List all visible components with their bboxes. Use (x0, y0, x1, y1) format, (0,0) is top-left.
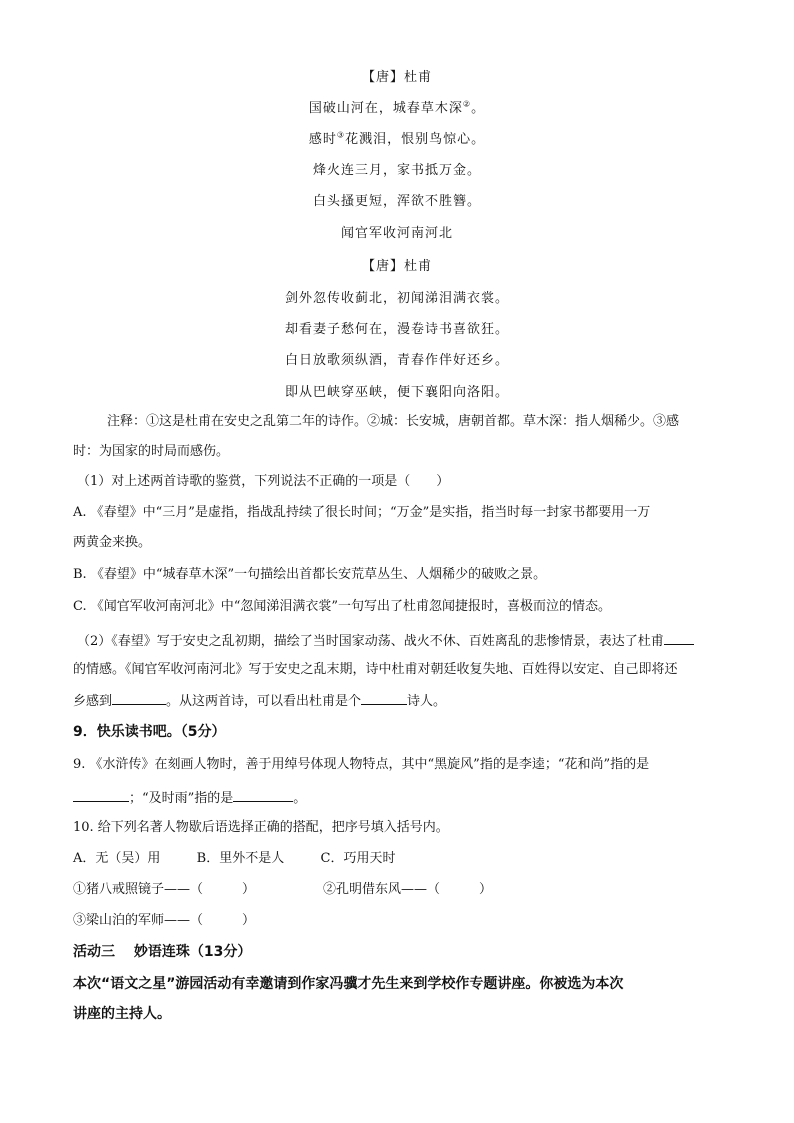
q10-options (73, 849, 723, 869)
activity-line-2: 讲座的主持人。 (73, 1006, 171, 1022)
q2-line-3: 乡感到 。从这两首诗，可以看出杜甫是个 诗人。 (73, 690, 723, 712)
activity-heading: 活动三 妙语连珠（13分） (73, 944, 252, 960)
poem1-line-2: 感时③花溅泪，恨别鸟惊心。 (308, 130, 486, 147)
section-9-line-1: 9. 《水浒传》在刻画人物时，善于用绰号体现人物特点，其中“黑旋风”指的是李逵；“花和尚”指的是 (73, 757, 650, 772)
poem2-line-1: 剑外忽传收蓟北，初闻涕泪满衣裳。 (284, 291, 509, 306)
poem2-title: 闻官军收河南河北 (340, 226, 453, 241)
q10-option-c: C．巧用天时 (320, 851, 396, 866)
section-9-line-2: ；“及时雨”指的是 。 (73, 787, 723, 809)
poem1-author: 【唐】杜甫 (361, 70, 432, 85)
q10-item-2: ②孔明借东风——（ ） (323, 882, 493, 897)
q10-item-3: ③梁山泊的军师——（ ） (73, 913, 256, 928)
q1-option-b: B. 《春望》中“城春草木深”一句描绘出首都长安荒草丛生、人烟稀少的破败之景。 (73, 567, 547, 582)
poem2-line-4: 即从巴峡穿巫峡，便下襄阳向洛阳。 (284, 385, 509, 400)
poem1-line-4: 白头搔更短，浑欲不胜簪。 (312, 194, 481, 209)
notes-line-2: 时：为国家的时局而感伤。 (73, 444, 230, 459)
section-9-heading: 9．快乐读书吧。（5分） (73, 724, 226, 740)
blank-input[interactable] (664, 630, 694, 645)
poem1-line-3: 烽火连三月，家书抵万金。 (312, 163, 481, 178)
q2-line-1: （2）《春望》写于安史之乱初期，描绘了当时国家动荡、战火不休、百姓离乱的悲惨情景，表达了杜甫 (77, 630, 727, 652)
q1-option-c: C. 《闻官军收河南河北》中“忽闻涕泪满衣裳”一句写出了杜甫忽闻捷报时，喜极而泣的情态。 (73, 599, 612, 614)
poem2-author: 【唐】杜甫 (361, 259, 432, 274)
poem2-line-2: 却看妻子愁何在，漫卷诗书喜欲狂。 (284, 322, 509, 337)
blank-input[interactable] (112, 690, 166, 705)
q1-stem: （1）对上述两首诗歌的鉴赏，下列说法不正确的一项是（ ） (77, 474, 450, 489)
q10-option-b: B．里外不是人 (196, 851, 285, 866)
q1-option-a-line-2: 两黄金来换。 (73, 535, 152, 550)
q2-line-2: 的情感。《闻官军收河南河北》写于安史之乱末期，诗中杜甫对朝廷收复失地、百姓得以安定、自己即将还 (73, 662, 678, 677)
q1-option-a-line-1: A. 《春望》中“三月”是虚指，指战乱持续了很长时间；“万金”是实指，指当时每一封家书都要用一万 (73, 505, 651, 520)
q10-option-a: A．无（吴）用 (73, 851, 161, 866)
poem2-line-3: 白日放歌须纵酒，青春作伴好还乡。 (284, 353, 509, 368)
notes-line-1: 注释：①这是杜甫在安史之乱第二年的诗作。②城：长安城，唐朝首都。草木深：指人烟稀少。③感 (107, 414, 680, 429)
blank-input[interactable] (233, 787, 293, 802)
blank-input[interactable] (361, 690, 407, 705)
q10-item-1: ①猪八戒照镜子——（ ） (73, 882, 256, 897)
blank-input[interactable] (73, 787, 129, 802)
poem1-line-1: 国破山河在，城春草木深②。 (308, 99, 486, 116)
activity-line-1: 本次“语文之星”游园活动有幸邀请到作家冯骥才先生来到学校作专题讲座。你被选为本次 (73, 976, 624, 992)
q10-stem: 10. 给下列名著人物歇后语选择正确的搭配，把序号填入括号内。 (73, 820, 449, 835)
